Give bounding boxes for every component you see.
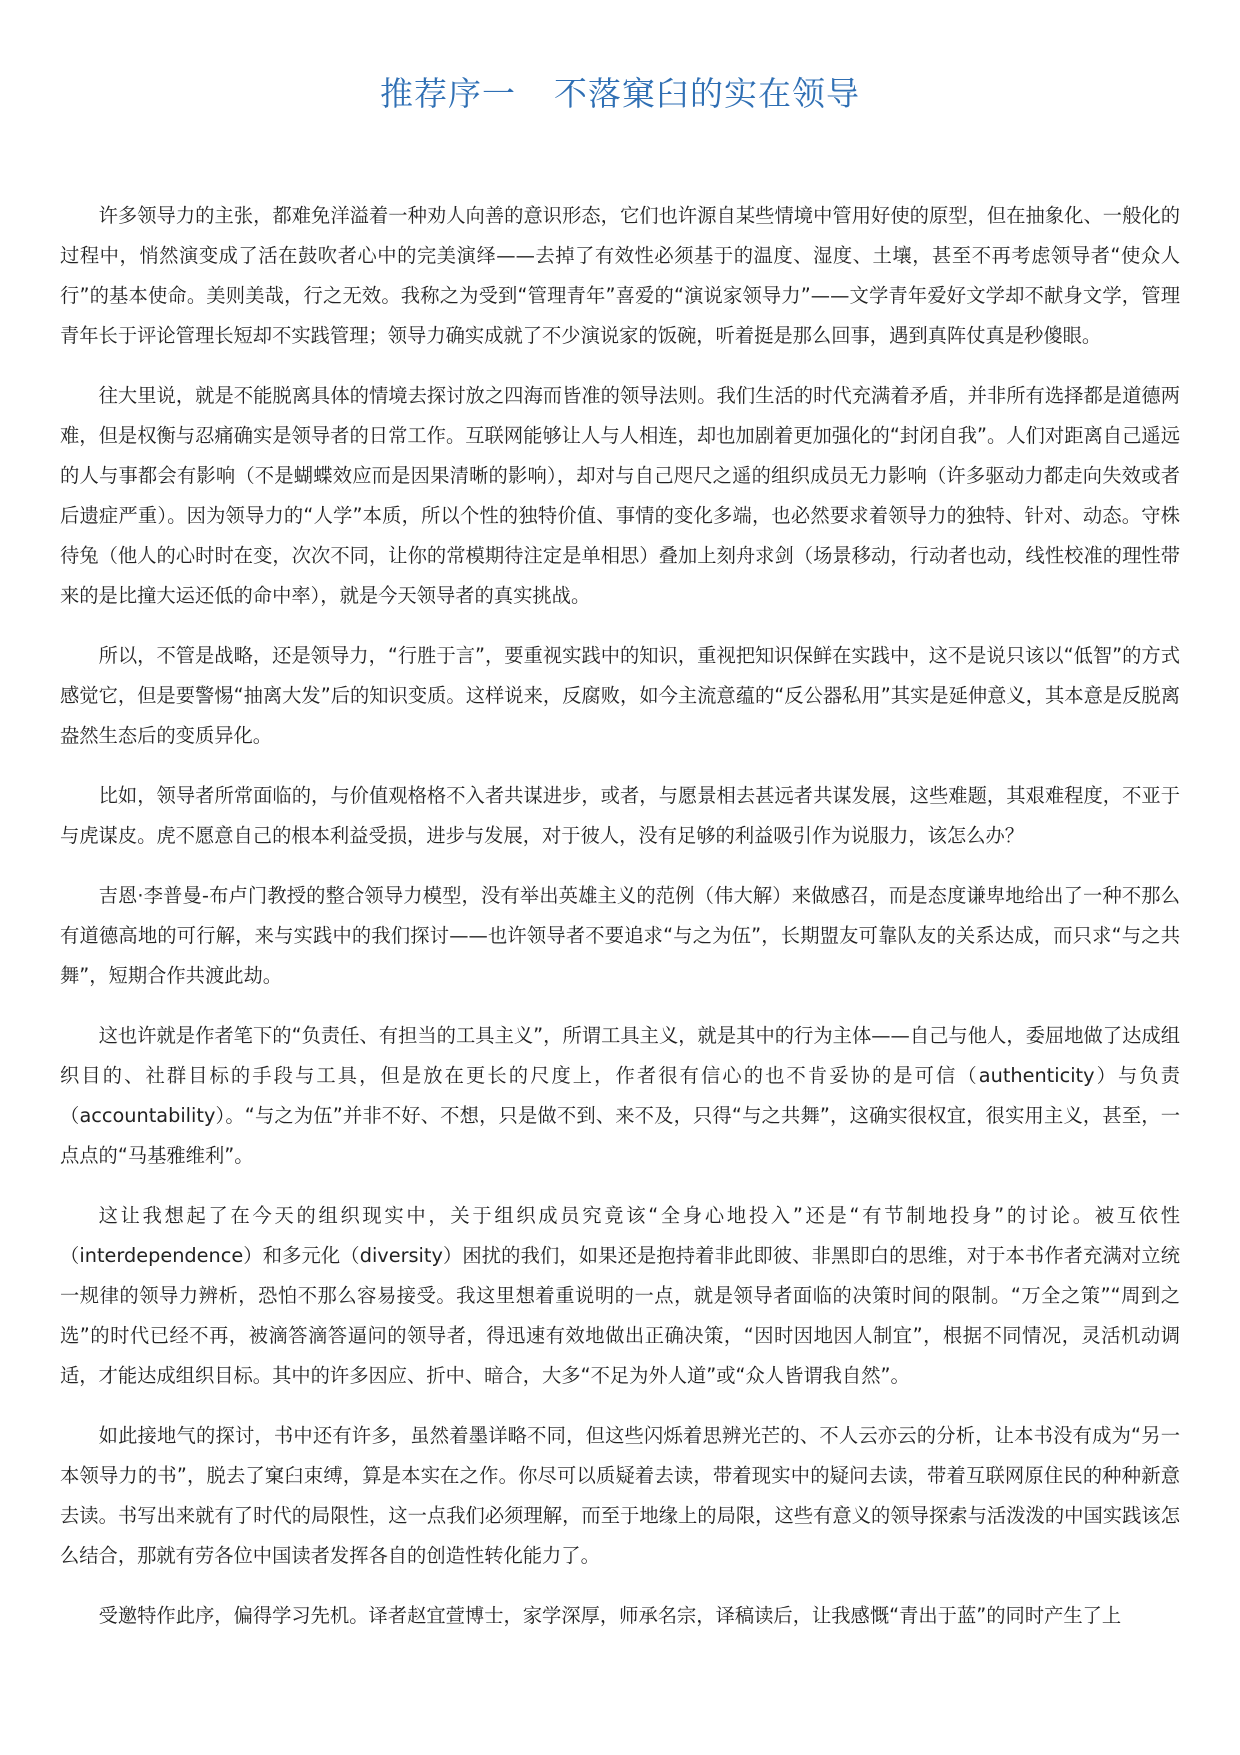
title-text: 不落窠臼的实在领导 (554, 74, 860, 113)
paragraph-5: 吉恩·李普曼-布卢门教授的整合领导力模型，没有举出英雄主义的范例（伟大解）来做感召，而是态度谦卑地给出了一种不那么有道德高地的可行解，来与实践中的我们探讨——也许领导者不要追求“与之为伍”，长期盟友可靠队友的关系达成，而只求“与之共舞”，短期合作共渡此劫。 (60, 884, 1180, 987)
paragraph-6: 这也许就是作者笔下的“负责任、有担当的工具主义”，所谓工具主义，就是其中的行为主体——自己与他人，委屈地做了达成组织目的、社群目标的手段与工具，但是放在更长的尺度上，作者很有信心的也不肯妥协的是可信（authenticity）与负责（accountability）。“与之为伍”并非不好、不想，只是做不到、来不及，只得“与之共舞”，这确实很权宜，很实用主义，甚至，一点点的“马基雅维利”。 (60, 1024, 1180, 1167)
page-title (0, 72, 1240, 116)
title-label: 推荐序一 (380, 74, 516, 113)
paragraph-7: 这让我想起了在今天的组织现实中，关于组织成员究竟该“全身心地投入”还是“有节制地投身”的讨论。被互依性（interdependence）和多元化（diversity）困扰的我们，如果还是抱持着非此即彼、非黑即白的思维，对于本书作者充满对立统一规律的领导力辨析，恐怕不那么容易接受。我这里想着重说明的一点，就是领导者面临的决策时间的限制。“万全之策”“周到之选”的时代已经不再，被滴答滴答逼问的领导者，得迅速有效地做出正确决策，“因时因地因人制宜”，根据不同情况，灵活机动调适，才能达成组织目标。其中的许多因应、折中、暗合，大多“不足为外人道”或“众人皆谓我自然”。 (60, 1204, 1180, 1387)
paragraph-4: 比如，领导者所常面临的，与价值观格格不入者共谋进步，或者，与愿景相去甚远者共谋发展，这些难题，其艰难程度，不亚于与虎谋皮。虎不愿意自己的根本利益受损，进步与发展，对于彼人，没有足够的利益吸引作为说服力，该怎么办？ (60, 784, 1180, 847)
paragraph-1: 许多领导力的主张，都难免洋溢着一种劝人向善的意识形态，它们也许源自某些情境中管用好使的原型，但在抽象化、一般化的过程中，悄然演变成了活在鼓吹者心中的完美演绎——去掉了有效性必须基于的温度、湿度、土壤，甚至不再考虑领导者“使众人行”的基本使命。美则美哉，行之无效。我称之为受到“管理青年”喜爱的“演说家领导力”——文学青年爱好文学却不献身文学，管理青年长于评论管理长短却不实践管理；领导力确实成就了不少演说家的饭碗，听着挺是那么回事，遇到真阵仗真是秒傻眼。 (60, 204, 1180, 347)
paragraph-8: 如此接地气的探讨，书中还有许多，虽然着墨详略不同，但这些闪烁着思辨光芒的、不人云亦云的分析，让本书没有成为“另一本领导力的书”，脱去了窠臼束缚，算是本实在之作。你尽可以质疑着去读，带着现实中的疑问去读，带着互联网原住民的种种新意去读。书写出来就有了时代的局限性，这一点我们必须理解，而至于地缘上的局限，这些有意义的领导探索与活泼泼的中国实践该怎么结合，那就有劳各位中国读者发挥各自的创造性转化能力了。 (60, 1424, 1180, 1567)
paragraph-2: 往大里说，就是不能脱离具体的情境去探讨放之四海而皆准的领导法则。我们生活的时代充满着矛盾，并非所有选择都是道德两难，但是权衡与忍痛确实是领导者的日常工作。互联网能够让人与人相连，却也加剧着更加强化的“封闭自我”。人们对距离自己遥远的人与事都会有影响（不是蝴蝶效应而是因果清晰的影响），却对与自己咫尺之遥的组织成员无力影响（许多驱动力都走向失效或者后遗症严重）。因为领导力的“人学”本质，所以个性的独特价值、事情的变化多端，也必然要求着领导力的独特、针对、动态。守株待兔（他人的心时时在变，次次不同，让你的常模期待注定是单相思）叠加上刻舟求剑（场景移动，行动者也动，线性校准的理性带来的是比撞大运还低的命中率），就是今天领导者的真实挑战。 (60, 384, 1180, 607)
paragraph-9: 受邀特作此序，偏得学习先机。译者赵宜萱博士，家学深厚，师承名宗，译稿读后，让我感慨“青出于蓝”的同时产生了上 (98, 1604, 1122, 1627)
paragraph-3: 所以，不管是战略，还是领导力，“行胜于言”，要重视实践中的知识，重视把知识保鲜在实践中，这不是说只该以“低智”的方式感觉它，但是要警惕“抽离大发”后的知识变质。这样说来，反腐败，如今主流意蕴的“反公器私用”其实是延伸意义，其本意是反脱离盎然生态后的变质异化。 (60, 644, 1180, 747)
document-body (60, 196, 1180, 1636)
